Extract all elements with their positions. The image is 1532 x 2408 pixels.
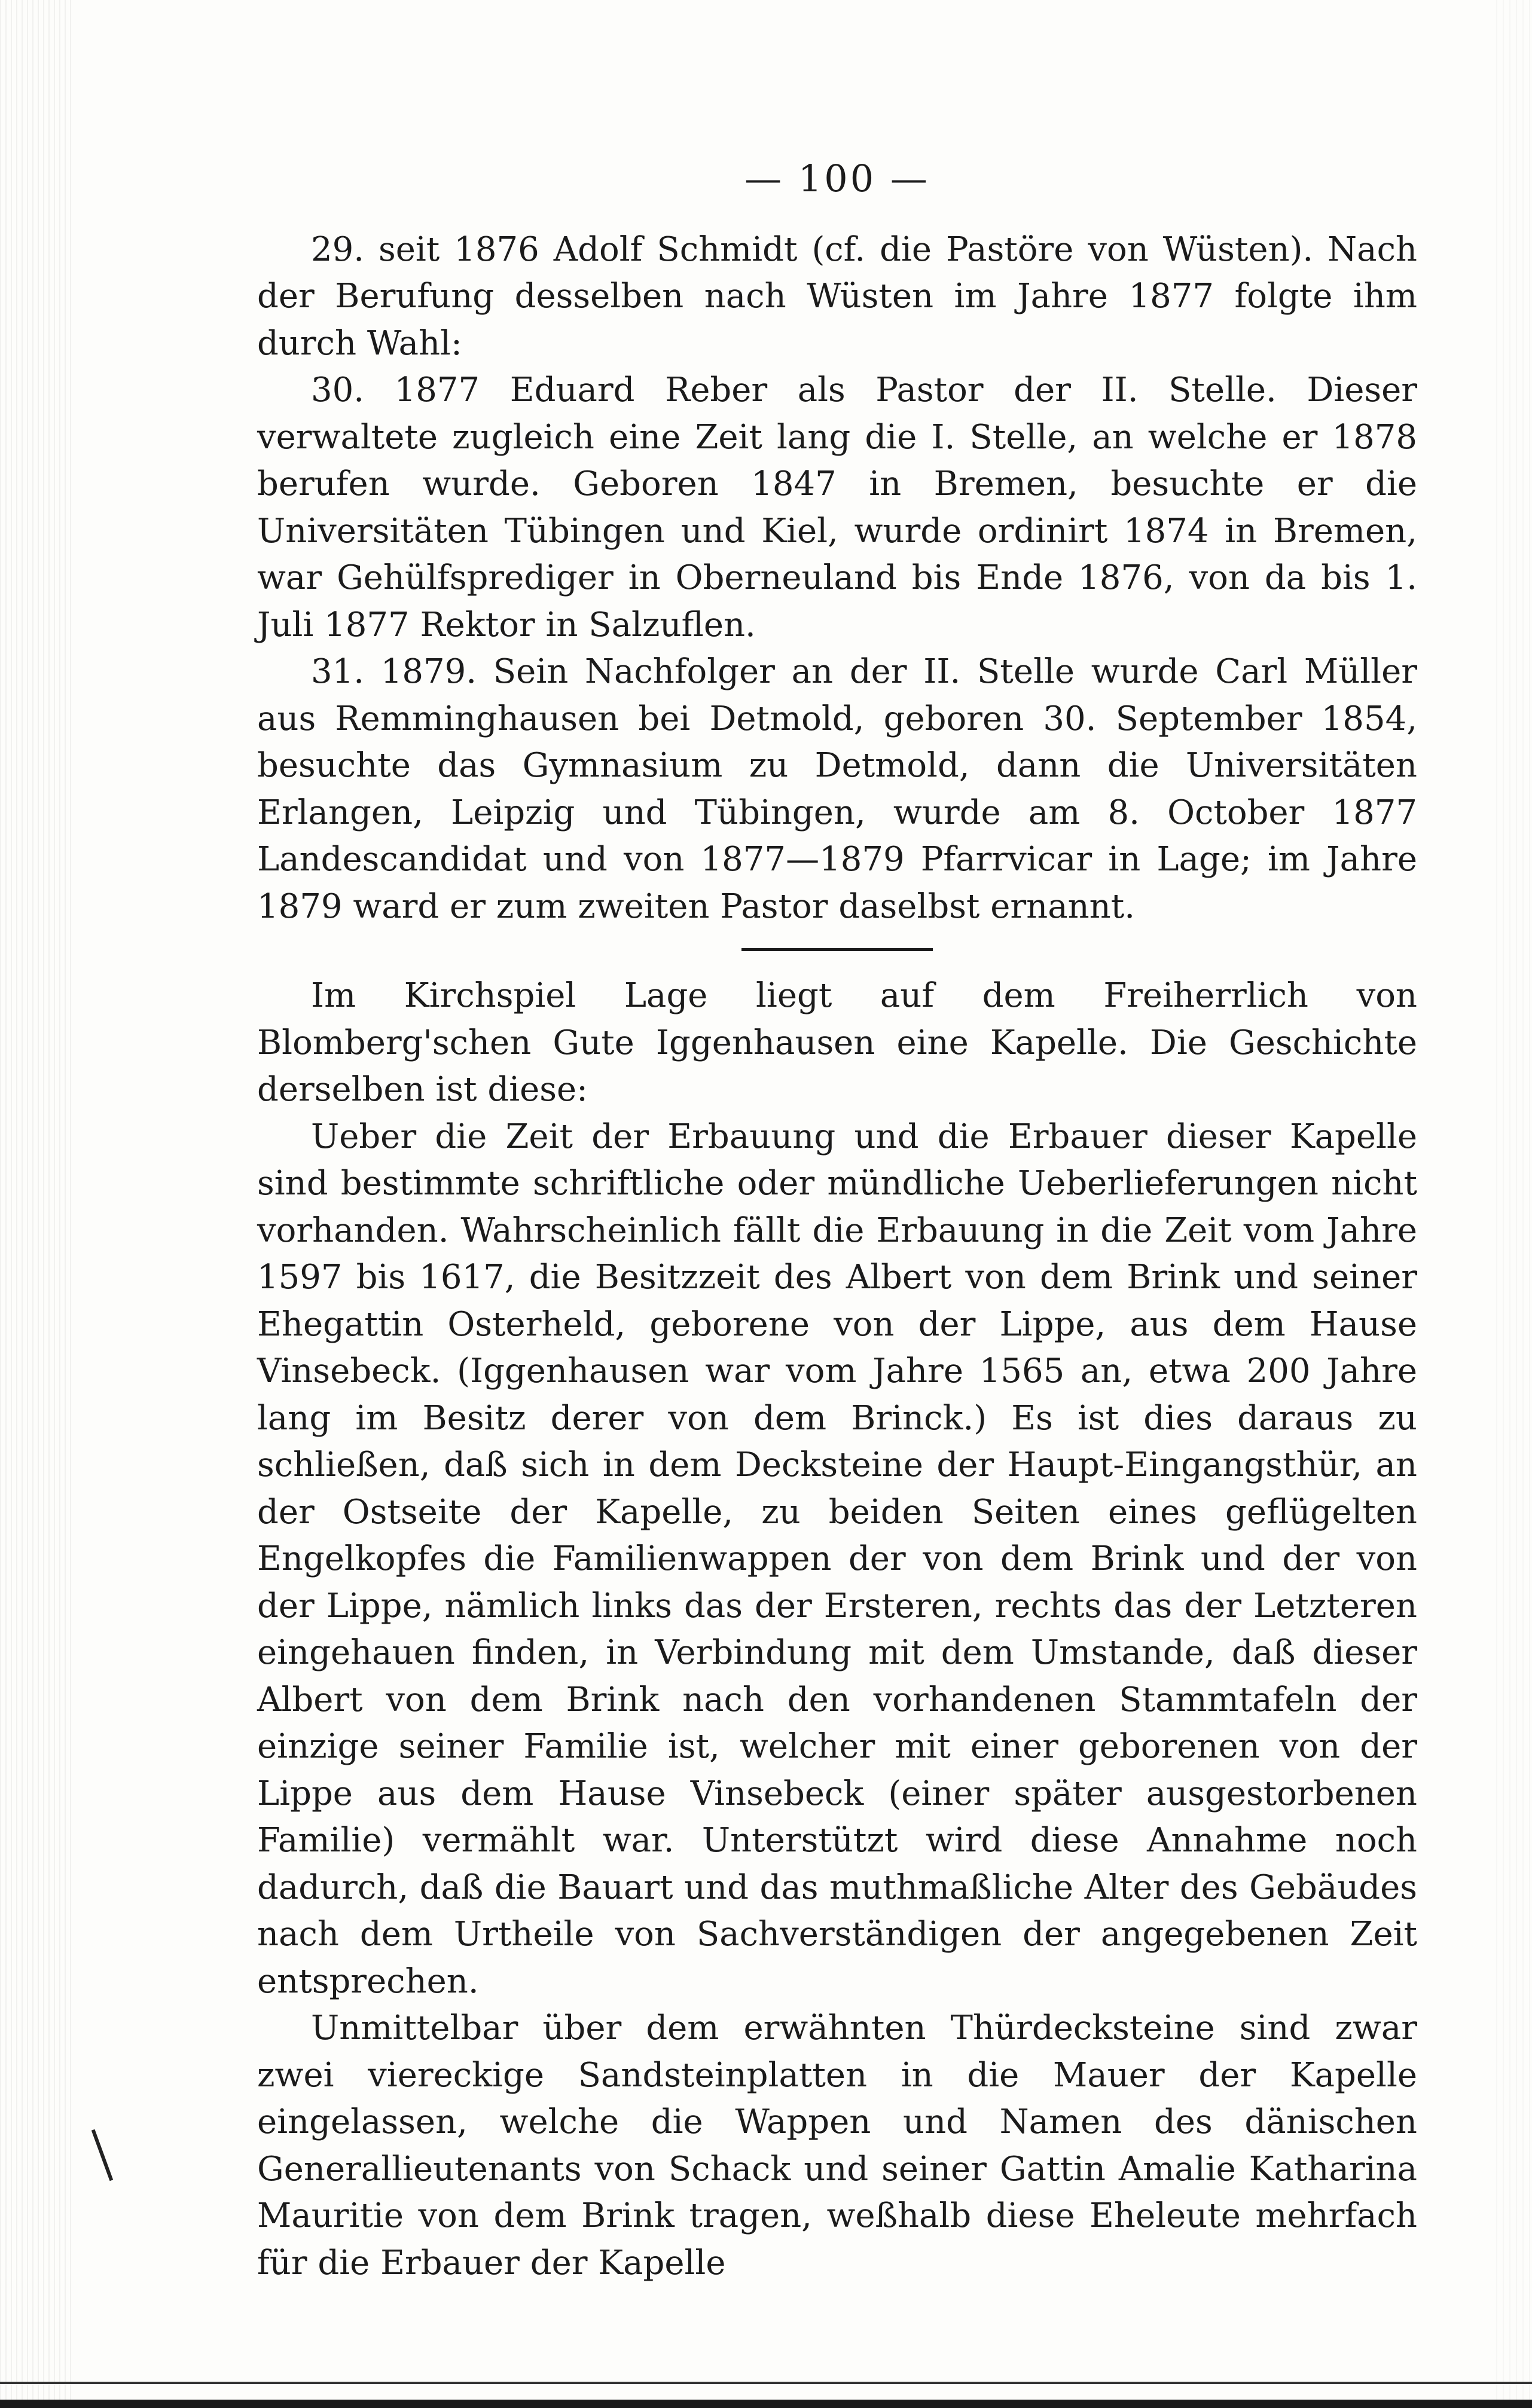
scan-bottom-line [0,2382,1532,2384]
paragraph-kapelle-intro: Im Kirchspiel Lage liegt auf dem Freiherrlich von Blomberg'schen Gute Iggenhausen eine Kapelle. Die Geschichte derselben ist diese: [257,976,1417,1109]
scan-edge-left [0,0,72,2408]
book-text [257,155,1417,2287]
scan-edge-right [1496,0,1532,2408]
paragraph-29: 29. seit 1876 Adolf Schmidt (cf. die Pastöre von Wüsten). Nach der Berufung desselben nach Wüsten im Jahre 1877 folgte ihm durch Wahl: [257,230,1417,363]
page-number: — 100 — [744,157,930,200]
paragraph-kapelle-history-1: Ueber die Zeit der Erbauung und die Erbauer dieser Kapelle sind bestimmte schriftliche oder mündliche Ueberlieferungen nicht vorhanden. Wahrscheinlich fällt die Erbauung in die Zeit vom Jahre 1597 bis 1617, die Besitzzeit des Albert von dem Brink und seiner Ehegattin Osterheld, geborene von der Lippe, aus dem Hause Vinsebeck. (Iggenhausen war vom Jahre 1565 an, etwa 200 Jahre lang im Besitz derer von dem Brinck.) Es ist dies daraus zu schließen, daß sich in dem Decksteine der Haupt-Eingangsthür, an der Ostseite der Kapelle, zu beiden Seiten eines geflügelten Engelkopfes die Familienwappen der von dem Brink und der von der Lippe, nämlich links das der Ersteren, rechts das der Letzteren eingehauen finden, in Verbindung mit dem Umstande, daß dieser Albert von dem Brink nach den vorhandenen Stammtafeln der einzige seiner Familie ist, welcher mit einer geborenen von der Lippe aus dem Hause Vinsebeck (einer später ausgestorbenen Familie) vermählt war. Unterstützt wird diese Annahme noch dadurch, daß die Bauart und das muthmaßliche Alter des Gebäudes nach dem Urtheile von Sachverständigen der angegebenen Zeit entsprechen. [257,1117,1417,2001]
scan-bottom-bar [0,2400,1532,2408]
paragraph-kapelle-history-2: Unmittelbar über dem erwähnten Thürdecksteine sind zwar zwei viereckige Sandsteinplatten in die Mauer der Kapelle eingelassen, welche die Wappen und Namen des dänischen Generallieutenants von Schack und seiner Gattin Amalie Katharina Mauritie von dem Brink tragen, weßhalb diese Eheleute mehrfach für die Erbauer der Kapelle [257,2009,1417,2282]
section-separator [741,948,933,951]
paragraph-30: 30. 1877 Eduard Reber als Pastor der II. Stelle. Dieser verwaltete zugleich eine Zeit lang die I. Stelle, an welche er 1878 berufen wurde. Geboren 1847 in Bremen, besuchte er die Universitäten Tübingen und Kiel, wurde ordinirt 1874 in Bremen, war Gehülfsprediger in Oberneuland bis Ende 1876, von da bis 1. Juli 1877 Rektor in Salzuflen. [257,371,1417,644]
stray-ink-mark [91,2129,113,2181]
paragraph-31: 31. 1879. Sein Nachfolger an der II. Stelle wurde Carl Müller aus Remminghausen bei Detmold, geboren 30. September 1854, besuchte das Gymnasium zu Detmold, dann die Universitäten Erlangen, Leipzig und Tübingen, wurde am 8. October 1877 Landescandidat und von 1877—1879 Pfarrvicar in Lage; im Jahre 1879 ward er zum zweiten Pastor daselbst ernannt. [257,652,1417,926]
